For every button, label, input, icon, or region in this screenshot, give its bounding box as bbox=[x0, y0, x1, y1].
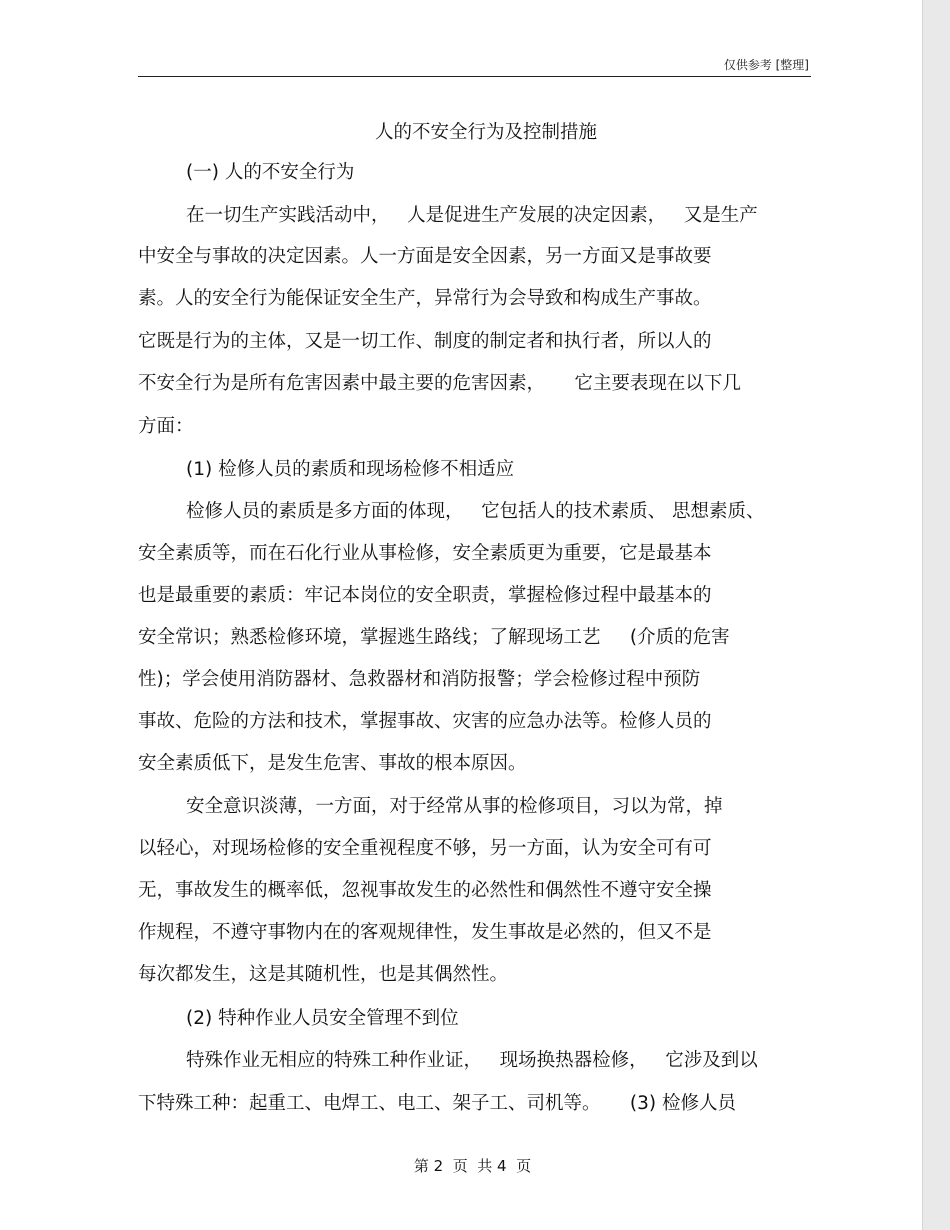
body-line: 作规程，不遵守事物内在的客观规律性，发生事故是必然的，但又不是 bbox=[138, 922, 712, 943]
body-line: 以轻心，对现场检修的安全重视程度不够，另一方面，认为安全可有可 bbox=[138, 838, 712, 859]
header-label: 仅供参考 [整理] bbox=[723, 58, 809, 72]
body-line: 素。人的安全行为能保证安全生产，异常行为会导致和构成生产事故。 bbox=[138, 288, 712, 309]
body-line: 安全常识；熟悉检修环境，掌握逃生路线；了解现场工艺 (介质的危害 bbox=[138, 627, 730, 648]
body-line: 性)；学会使用消防器材、急救器材和消防报警；学会检修过程中预防 bbox=[138, 669, 701, 690]
subsection-heading: (1) 检修人员的素质和现场检修不相适应 bbox=[186, 459, 515, 480]
body-line: 每次都发生，这是其随机性，也是其偶然性。 bbox=[138, 964, 509, 985]
body-line: 特殊作业无相应的特殊工种作业证， 现场换热器检修， 它涉及到以 bbox=[186, 1050, 758, 1071]
body-line: 方面： bbox=[138, 416, 194, 437]
body-line: 在一切生产实践活动中， 人是促进生产发展的决定因素， 又是生产 bbox=[186, 205, 758, 226]
body-line: 安全素质等，而在石化行业从事检修，安全素质更为重要，它是最基本 bbox=[138, 543, 712, 564]
body-line: 不安全行为是所有危害因素中最主要的危害因素， 它主要表现在以下几 bbox=[138, 373, 741, 394]
body-line: 无，事故发生的概率低，忽视事故发生的必然性和偶然性不遵守安全操 bbox=[138, 880, 712, 901]
body-line: 中安全与事故的决定因素。人一方面是安全因素，另一方面又是事故要 bbox=[138, 246, 712, 267]
document-title: 人的不安全行为及控制措施 bbox=[374, 122, 597, 143]
page-number: 第 2 页 共 4 页 bbox=[413, 1157, 532, 1175]
header-divider bbox=[138, 76, 811, 77]
body-line: 安全意识淡薄，一方面，对于经常从事的检修项目，习以为常，掉 bbox=[186, 796, 723, 817]
section-heading: (一) 人的不安全行为 bbox=[186, 162, 355, 183]
body-line: 安全素质低下，是发生危害、事故的根本原因。 bbox=[138, 753, 527, 774]
body-line: 它既是行为的主体，又是一切工作、制度的制定者和执行者，所以人的 bbox=[138, 331, 712, 352]
body-line: 检修人员的素质是多方面的体现， 它包括人的技术素质、 思想素质、 bbox=[186, 501, 765, 522]
subsection-heading: (2) 特种作业人员安全管理不到位 bbox=[186, 1008, 459, 1029]
body-line: 事故、危险的方法和技术，掌握事故、灾害的应急办法等。检修人员的 bbox=[138, 711, 712, 732]
body-line: 也是最重要的素质：牢记本岗位的安全职责，掌握检修过程中最基本的 bbox=[138, 585, 712, 606]
body-line: 下特殊工种：起重工、电焊工、电工、架子工、司机等。 (3) 检修人员 bbox=[138, 1093, 736, 1114]
